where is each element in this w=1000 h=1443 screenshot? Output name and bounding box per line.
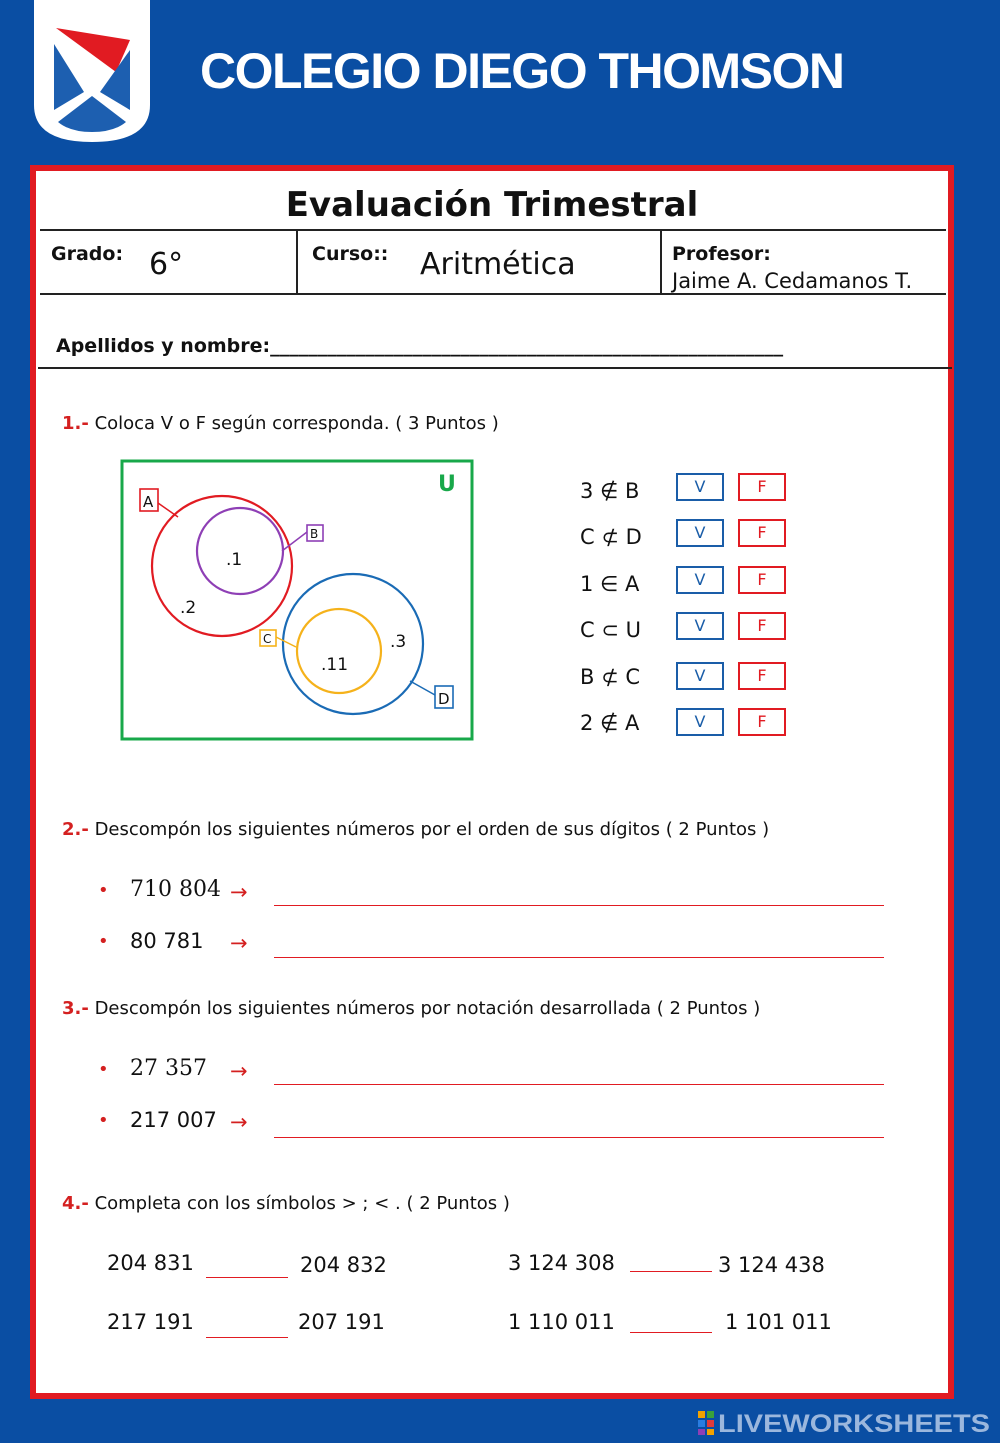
true-option[interactable]: V	[676, 662, 724, 690]
compare-right: 204 832	[300, 1253, 387, 1277]
bullet: •	[98, 931, 109, 952]
bullet: •	[98, 1059, 109, 1080]
question-text: Descompón los siguientes números por el orden de sus dígitos ( 2 Puntos )	[88, 819, 770, 840]
compare-left: 3 124 308	[508, 1251, 615, 1275]
set-d-label: D	[438, 690, 450, 708]
statement: 1 ∈ A	[580, 572, 640, 596]
bullet: •	[98, 880, 109, 901]
symbol-blank[interactable]	[630, 1332, 712, 1333]
set-b-label: B	[310, 527, 319, 541]
liveworksheets-logo	[698, 1410, 992, 1436]
divider	[40, 293, 946, 295]
statement: C ⊂ U	[580, 618, 641, 642]
arrow-icon: →	[230, 931, 248, 955]
compare-right: 207 191	[298, 1310, 385, 1334]
element-2: .2	[180, 598, 197, 618]
divider	[40, 229, 946, 231]
question-text: Completa con los símbolos > ; < . ( 2 Puntos )	[88, 1193, 510, 1214]
symbol-blank[interactable]	[630, 1271, 712, 1272]
question-number: 2.-	[62, 819, 89, 840]
answer-line[interactable]	[274, 1137, 884, 1138]
element-1: .1	[226, 550, 243, 570]
set-a-circle	[152, 496, 292, 636]
exam-sheet	[30, 165, 954, 1399]
compare-left: 1 110 011	[508, 1310, 615, 1334]
set-c-circle	[297, 609, 381, 693]
venn-diagram	[120, 459, 476, 743]
divider	[296, 229, 298, 293]
course-value: Aritmética	[420, 247, 576, 282]
number-value: 27 357	[130, 1056, 207, 1081]
symbol-blank[interactable]	[206, 1337, 288, 1338]
question-text: Descompón los siguientes números por notación desarrollada ( 2 Puntos )	[88, 998, 761, 1019]
grade-value: 6°	[149, 247, 184, 282]
true-option[interactable]: V	[676, 708, 724, 736]
set-c-label: C	[263, 632, 272, 646]
question-number: 3.-	[62, 998, 89, 1019]
question-text: Coloca V o F según corresponda. ( 3 Puntos )	[88, 413, 499, 434]
false-option[interactable]: F	[738, 708, 786, 736]
arrow-icon: →	[230, 880, 248, 904]
question-3	[62, 998, 760, 1019]
false-option[interactable]: F	[738, 612, 786, 640]
course-label: Curso::	[312, 243, 389, 265]
compare-left: 217 191	[107, 1310, 194, 1334]
false-option[interactable]: F	[738, 519, 786, 547]
bullet: •	[98, 1110, 109, 1131]
grade-label: Grado:	[51, 243, 124, 265]
set-a-label: A	[143, 493, 154, 511]
divider	[660, 229, 662, 293]
answer-line[interactable]	[274, 1084, 884, 1085]
statement: 2 ∉ A	[580, 711, 640, 735]
arrow-icon: →	[230, 1110, 248, 1134]
number-value: 217 007	[130, 1108, 217, 1132]
true-option[interactable]: V	[676, 566, 724, 594]
statement: 3 ∉ B	[580, 479, 640, 503]
false-option[interactable]: F	[738, 473, 786, 501]
compare-right: 3 124 438	[718, 1253, 825, 1277]
question-2	[62, 819, 769, 840]
answer-line[interactable]	[274, 905, 884, 906]
true-option[interactable]: V	[676, 519, 724, 547]
true-option[interactable]: V	[676, 612, 724, 640]
question-4	[62, 1193, 510, 1214]
teacher-label: Profesor:	[672, 243, 771, 265]
false-option[interactable]: F	[738, 662, 786, 690]
symbol-blank[interactable]	[206, 1277, 288, 1278]
false-option[interactable]: F	[738, 566, 786, 594]
number-value: 710 804	[130, 877, 221, 902]
compare-left: 204 831	[107, 1251, 194, 1275]
page-title: Evaluación Trimestral	[285, 185, 699, 225]
watermark-text: LIVEWORKSHEETS	[718, 1410, 990, 1436]
question-1	[62, 413, 499, 434]
number-value: 80 781	[130, 929, 204, 953]
teacher-value: Jaime A. Cedamanos T.	[672, 269, 913, 293]
name-field[interactable]: Apellidos y nombre:______________________________________________________	[56, 335, 784, 357]
universe-box	[122, 461, 472, 739]
universe-label: U	[438, 472, 456, 497]
school-crest	[34, 0, 150, 142]
arrow-icon: →	[230, 1059, 248, 1083]
question-number: 4.-	[62, 1193, 89, 1214]
school-name: COLEGIO DIEGO THOMSON	[200, 43, 844, 99]
divider	[38, 367, 952, 369]
element-3: .3	[390, 632, 407, 652]
element-11: .11	[321, 655, 349, 675]
compare-right: 1 101 011	[725, 1310, 832, 1334]
statement: B ⊄ C	[580, 665, 641, 689]
statement: C ⊄ D	[580, 525, 642, 549]
answer-line[interactable]	[274, 957, 884, 958]
true-option[interactable]: V	[676, 473, 724, 501]
question-number: 1.-	[62, 413, 89, 434]
